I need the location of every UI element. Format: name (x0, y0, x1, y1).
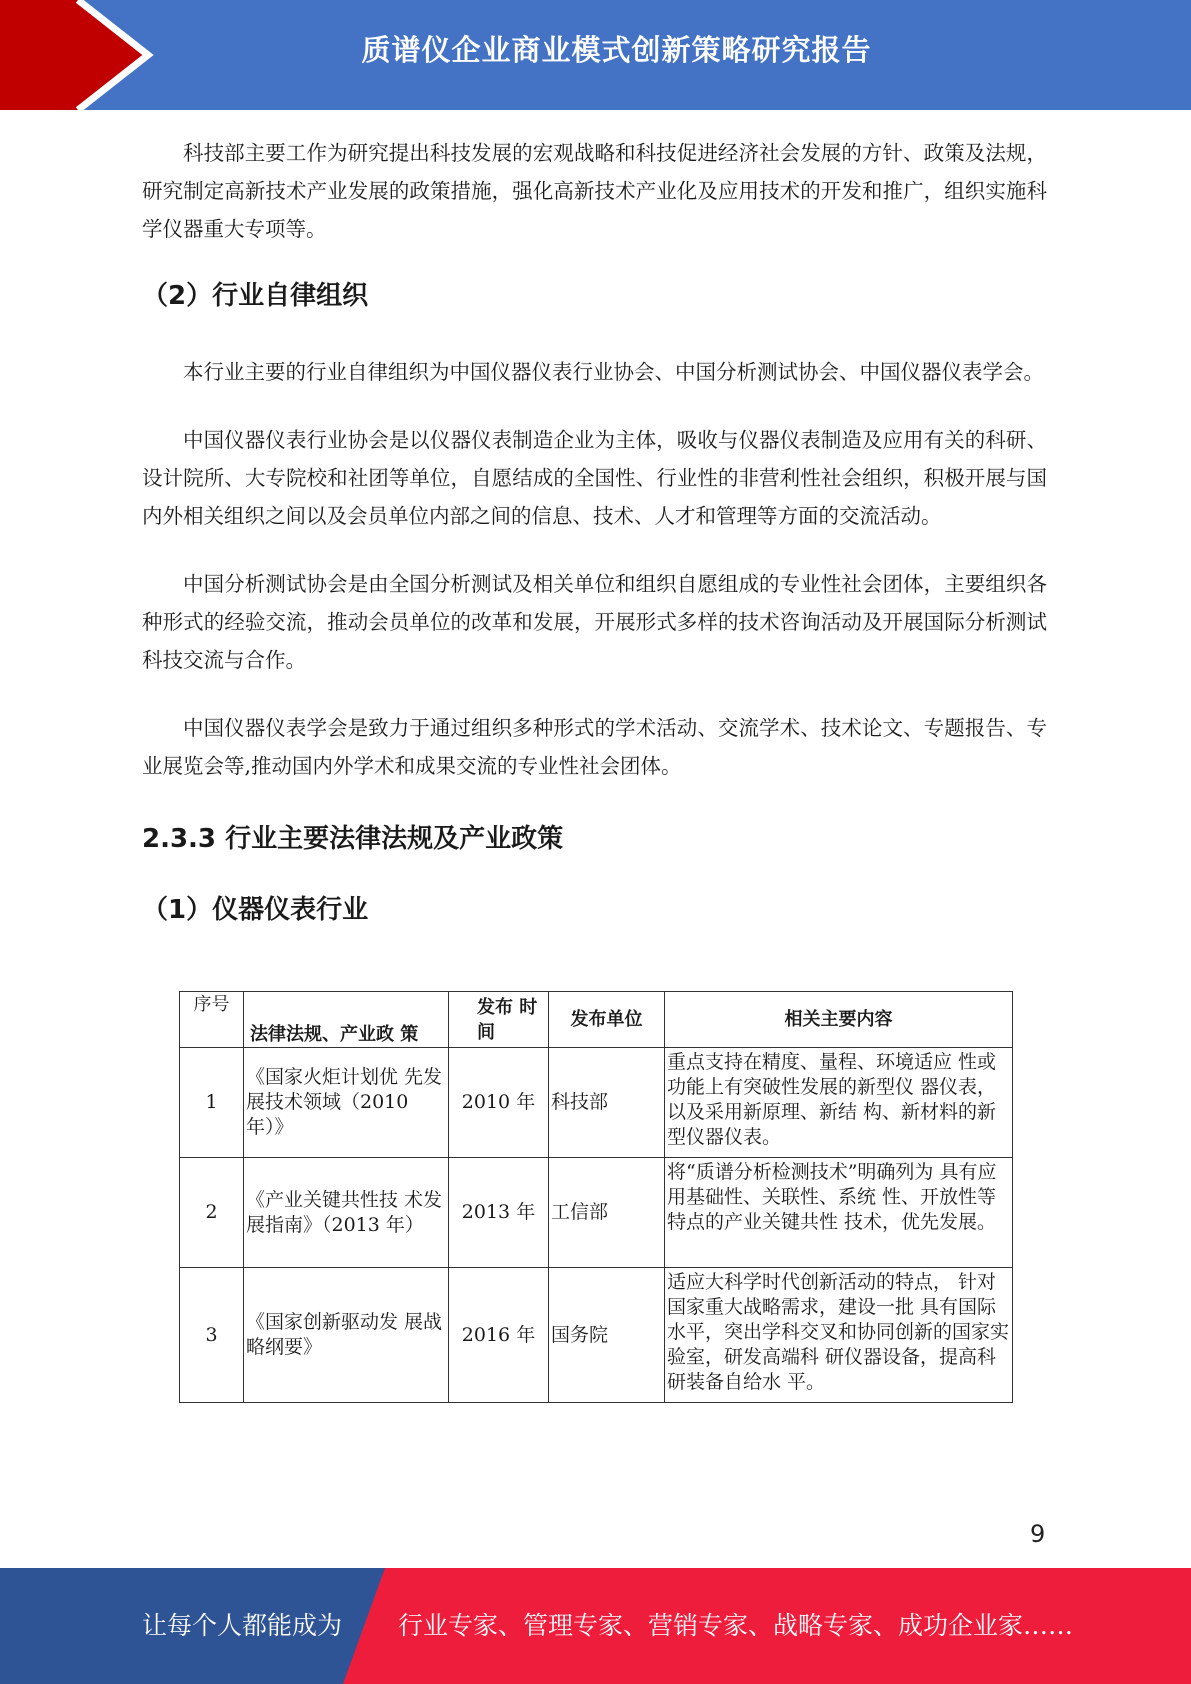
cell-time: 2013 年 (449, 1158, 549, 1268)
header-arrow-decoration (0, 0, 160, 110)
table-row (180, 1158, 1013, 1268)
cell-policy: 《国家创新驱动发 展战略纲要》 (244, 1268, 449, 1403)
document-title: 质谱仪企业商业模式创新策略研究报告 (361, 33, 872, 67)
cell-unit: 国务院 (549, 1268, 665, 1403)
col-header-time: 发布 时间 (449, 992, 549, 1048)
footer-slogan-left: 让每个人都能成为 (142, 1611, 343, 1640)
cell-time: 2016 年 (449, 1268, 549, 1403)
cell-no: 1 (180, 1048, 244, 1158)
col-header-content: 相关主要内容 (665, 992, 1013, 1048)
footer-slogan-right: 行业专家、管理专家、营销专家、战略专家、成功企业家…… (398, 1611, 1074, 1640)
heading-laws-and-policies: 2.3.3 行业主要法律法规及产业政策 (142, 824, 564, 854)
paragraph-instrument-society: 中国仪器仪表学会是致力于通过组织多种形式的学术活动、交流学术、技术论文、专题报告、专业展览会等,推动国内外学术和成果交流的专业性社会团体。 (142, 716, 1047, 778)
footer-banner (0, 1568, 1191, 1684)
page-number: 9 (1030, 1520, 1046, 1548)
col-header-policy: 法律法规、产业政 策 (244, 992, 449, 1048)
header-banner (0, 0, 1191, 110)
col-header-no: 序号 (180, 992, 244, 1048)
cell-unit: 工信部 (549, 1158, 665, 1268)
cell-unit: 科技部 (549, 1048, 665, 1158)
cell-policy: 《产业关键共性技 术发展指南》（2013 年） (244, 1158, 449, 1268)
policy-table (179, 991, 1013, 1403)
table-header-row (180, 992, 1013, 1048)
cell-content: 将“质谱分析检测技术”明确列为 具有应用基础性、关联性、系统 性、开放性等特点的产业关键共性 技术，优先发展。 (665, 1158, 1013, 1268)
heading-self-regulatory-orgs: （2）行业自律组织 (142, 281, 369, 311)
paragraph-instrument-association: 中国仪器仪表行业协会是以仪器仪表制造企业为主体，吸收与仪器仪表制造及应用有关的科研、设计院所、大专院校和社团等单位，自愿结成的全国性、行业性的非营利性社会组织，积极开展与国内外相关组织之间以及会员单位内部之间的信息、技术、人才和管理等方面的交流活动。 (142, 428, 1047, 528)
cell-content: 重点支持在精度、量程、环境适应 性或功能上有突破性发展的新型仪 器仪表，以及采用新原理、新结 构、新材料的新型仪器仪表。 (665, 1048, 1013, 1158)
table-row (180, 1268, 1013, 1403)
col-header-unit: 发布单位 (549, 992, 665, 1048)
paragraph-ministry-duties: 科技部主要工作为研究提出科技发展的宏观战略和科技促进经济社会发展的方针、政策及法规，研究制定高新技术产业发展的政策措施，强化高新技术产业化及应用技术的开发和推广，组织实施科学仪器重大专项等。 (142, 141, 1047, 241)
heading-instrument-industry: （1）仪器仪表行业 (142, 895, 369, 925)
cell-no: 2 (180, 1158, 244, 1268)
cell-time: 2010 年 (449, 1048, 549, 1158)
paragraph-self-regulatory-intro: 本行业主要的行业自律组织为中国仪器仪表行业协会、中国分析测试协会、中国仪器仪表学会。 (183, 360, 1044, 384)
document-body (142, 134, 1047, 932)
cell-content: 适应大科学时代创新活动的特点， 针对国家重大战略需求，建设一批 具有国际水平，突出学科交叉和协同创新的国家实验室，研发高端科 研仪器设备，提高科研装备自给水 平。 (665, 1268, 1013, 1403)
table-row (180, 1048, 1013, 1158)
paragraph-analysis-testing-association: 中国分析测试协会是由全国分析测试及相关单位和组织自愿组成的专业性社会团体，主要组织各种形式的经验交流，推动会员单位的改革和发展，开展形式多样的技术咨询活动及开展国际分析测试科技交流与合作。 (142, 572, 1047, 672)
cell-policy: 《国家火炬计划优 先发展技术领域（2010 年）》 (244, 1048, 449, 1158)
cell-no: 3 (180, 1268, 244, 1403)
